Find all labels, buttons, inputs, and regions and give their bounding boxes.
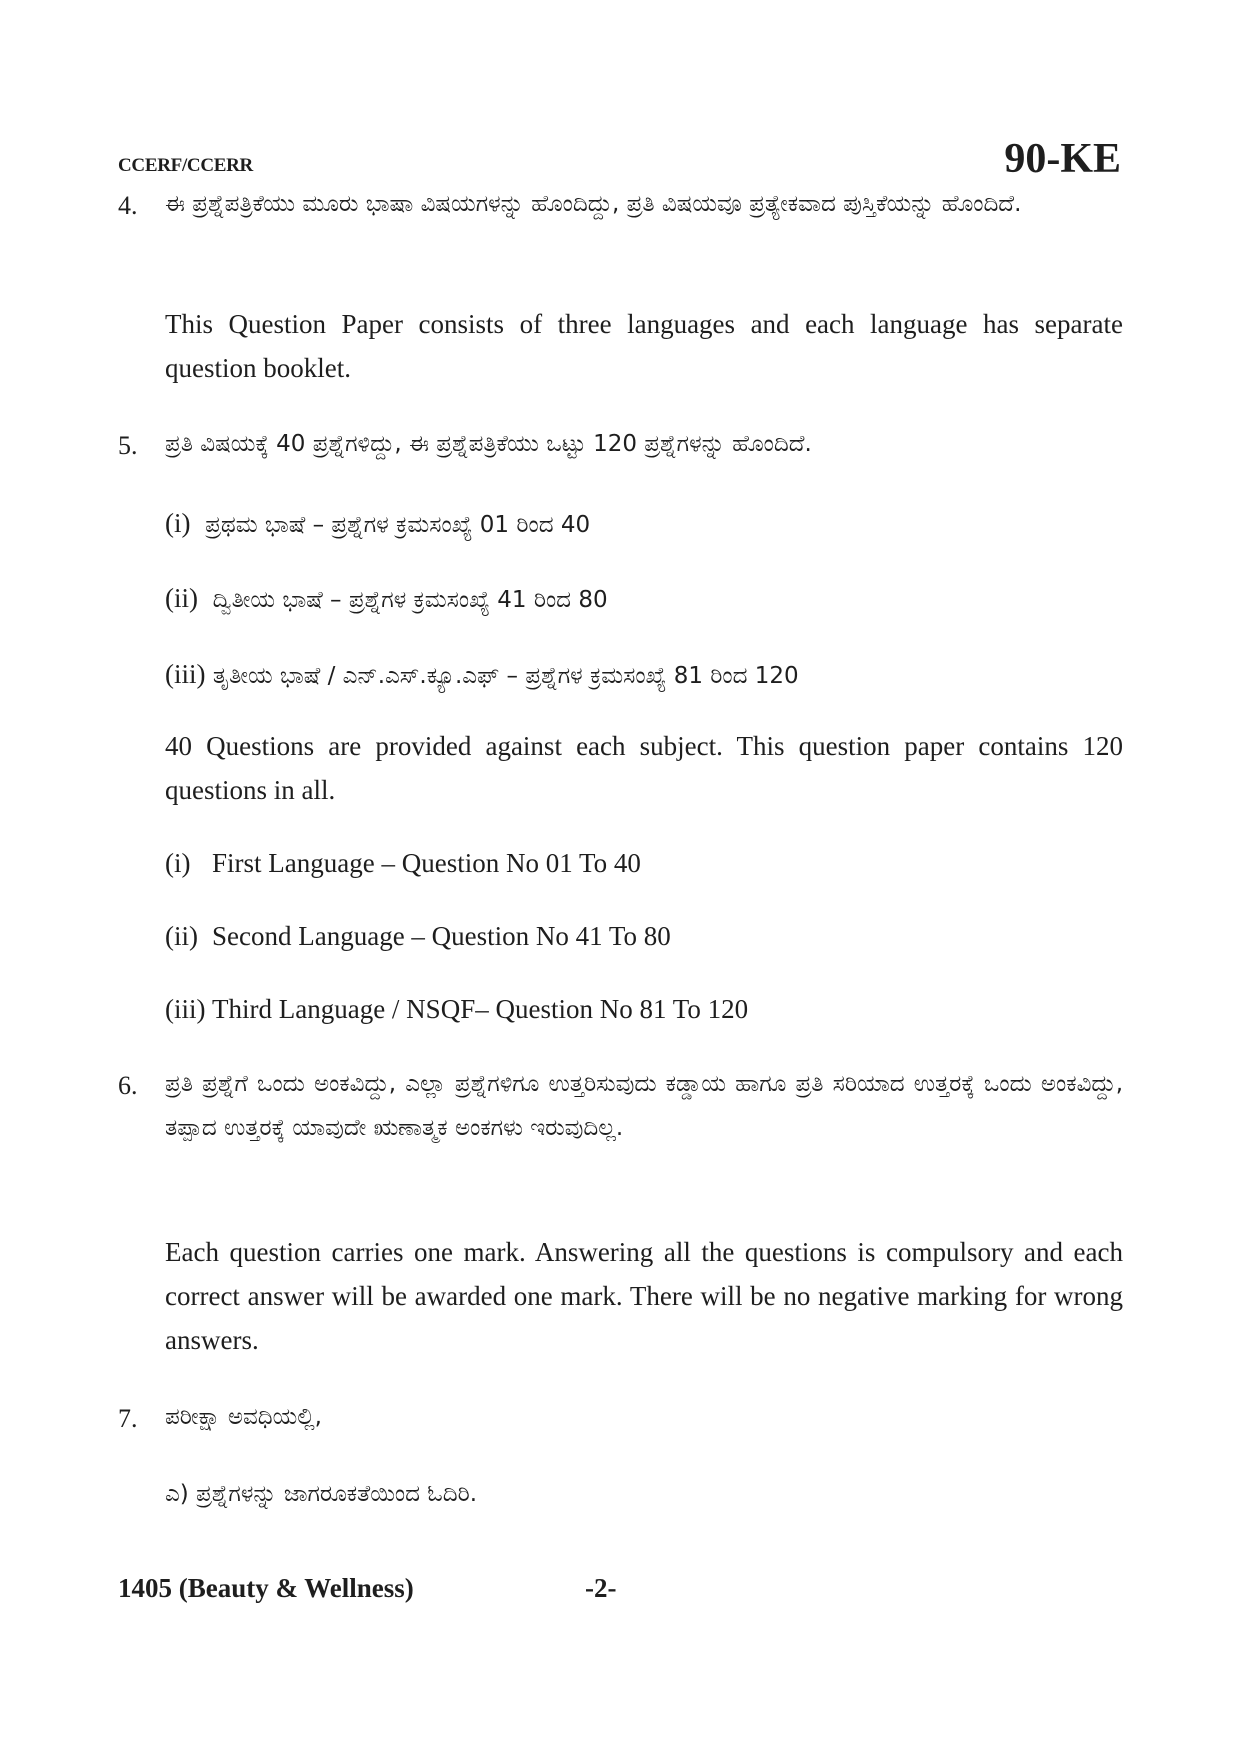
subitem-text: First Language – Question No 01 To 40 <box>212 848 641 878</box>
item-number-5: 5. <box>118 431 138 460</box>
item7-kannada-subitem: ಎ) ಪ್ರಶ್ನೆಗಳನ್ನು ಜಾಗರೂಕತೆಯಿಂದ ಓದಿರಿ. <box>165 1481 478 1507</box>
item4-english-text: This Question Paper consists of three languages and each language has separate question booklet. <box>165 309 1123 383</box>
footer-subject: 1405 (Beauty & Wellness) <box>118 1573 414 1603</box>
item5-english-subitem <box>165 996 748 1023</box>
item5-kannada-subitem <box>165 585 608 612</box>
item5-kannada-subitem <box>165 661 799 688</box>
subitem-marker: (i) <box>165 508 191 538</box>
exam-code: CCERF/CCERR <box>118 155 253 176</box>
item5-english-subitem <box>165 923 671 950</box>
subitem-marker: (ii) <box>165 921 198 951</box>
item4-kannada-text: ಈ ಪ್ರಶ್ನೆಪತ್ರಿಕೆಯು ಮೂರು ಭಾಷಾ ವಿಷಯಗಳನ್ನು ಹೊಂದಿದ್ದು, ಪ್ರತಿ ವಿಷಯವೂ ಪ್ರತ್ಯೇಕವಾದ ಪುಸ್ತಿಕೆಯನ್ನು ಹೊಂದಿದೆ. <box>165 191 1022 217</box>
item7-kannada-text: ಪರೀಕ್ಷಾ ಅವಧಿಯಲ್ಲಿ, <box>165 1404 322 1430</box>
subitem-text: ದ್ವಿತೀಯ ಭಾಷೆ – ಪ್ರಶ್ನೆಗಳ ಕ್ರಮಸಂಖ್ಯೆ 41 ರಿಂದ 80 <box>212 587 608 613</box>
item5-english-subitem <box>165 850 641 877</box>
paper-id: 90-KE <box>1004 136 1121 182</box>
item-number-6: 6. <box>118 1071 138 1100</box>
subitem-text: ತೃತೀಯ ಭಾಷೆ / ಎನ್.ಎಸ್.ಕ್ಯೂ.ಎಫ್ – ಪ್ರಶ್ನೆಗಳ ಕ್ರಮಸಂಖ್ಯೆ 81 ರಿಂದ 120 <box>212 663 799 689</box>
item6-english-text: Each question carries one mark. Answering all the questions is compulsory and each correct answer will be awarded one mark. There will be no negative marking for wrong answers. <box>165 1237 1123 1355</box>
item-number-7: 7. <box>118 1404 138 1433</box>
subitem-text: Second Language – Question No 41 To 80 <box>212 921 671 951</box>
subitem-marker: (iii) <box>165 659 206 689</box>
subitem-marker: (i) <box>165 848 191 878</box>
item5-english-text: 40 Questions are provided against each subject. This question paper contains 120 questions in all. <box>165 731 1123 805</box>
subitem-marker: (ii) <box>165 583 198 613</box>
item-number-4: 4. <box>118 191 138 220</box>
item5-kannada-text: ಪ್ರತಿ ವಿಷಯಕ್ಕೆ 40 ಪ್ರಶ್ನೆಗಳಿದ್ದು, ಈ ಪ್ರಶ್ನೆಪತ್ರಿಕೆಯು ಒಟ್ಟು 120 ಪ್ರಶ್ನೆಗಳನ್ನು ಹೊಂದಿದೆ. <box>165 431 812 457</box>
item5-kannada-subitem <box>165 510 590 537</box>
subitem-text: ಪ್ರಥಮ ಭಾಷೆ – ಪ್ರಶ್ನೆಗಳ ಕ್ರಮಸಂಖ್ಯೆ 01 ರಿಂದ 40 <box>205 512 591 538</box>
item6-kannada-text: ಪ್ರತಿ ಪ್ರಶ್ನೆಗೆ ಒಂದು ಅಂಕವಿದ್ದು, ಎಲ್ಲಾ ಪ್ರಶ್ನೆಗಳಿಗೂ ಉತ್ತರಿಸುವುದು ಕಡ್ಡಾಯ ಹಾಗೂ ಪ್ರತಿ ಸರಿಯಾದ ಉತ್ತರಕ್ಕೆ ಒಂದು ಅಂಕವಿದ್ದು, ತಪ್ಪಾದ ಉತ್ತರಕ್ಕೆ ಯಾವುದೇ ಋಣಾತ್ಮಕ ಅಂಕಗಳು ಇರುವುದಿಲ್ಲ. <box>165 1071 1123 1141</box>
subitem-marker: (iii) <box>165 994 206 1024</box>
page-number: -2- <box>585 1573 617 1603</box>
subitem-text: Third Language / NSQF– Question No 81 To 120 <box>212 994 749 1024</box>
